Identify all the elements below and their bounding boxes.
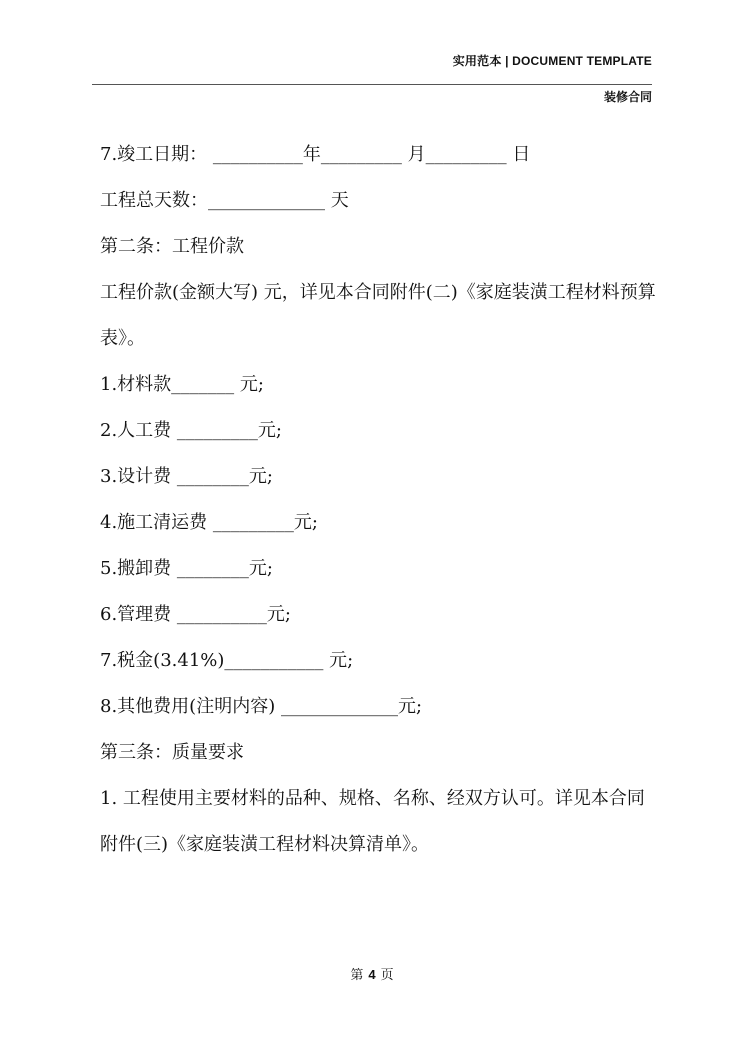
total-days-line: 工程总天数：_____________ 天 [100,190,349,211]
article-two-heading: 第二条：工程价款 [100,236,244,257]
moving-fee-line: 5.搬卸费 ________元; [100,558,273,579]
page-number: 4 [368,967,376,982]
page-footer [0,964,744,983]
material-cost-line: 1.材料款_______ 元; [100,374,264,395]
tax-line: 7.税金(3.41%)___________ 元; [100,650,354,671]
article-three-heading: 第三条：质量要求 [100,742,244,763]
header-title: 实用范本 | DOCUMENT TEMPLATE [452,54,652,68]
header-subtitle: 装修合同 [603,90,652,104]
header-divider [92,84,652,85]
other-fees-line: 8.其他费用(注明内容) _____________元; [100,696,423,717]
design-fee-line: 3.设计费 ________元; [100,466,273,487]
footer-suffix: 页 [380,968,394,983]
management-fee-line: 6.管理费 __________元; [100,604,291,625]
price-paragraph: 工程价款(金额大写) 元，详见本合同附件(二)《家庭装潢工程材料预算表》。 [100,282,656,349]
document-body [100,140,660,876]
cleanup-fee-line: 4.施工清运费 _________元; [100,512,318,533]
footer-prefix: 第 [350,968,364,983]
completion-date-line: 7.竣工日期： __________年_________ 月_________ 日 [100,144,531,165]
materials-paragraph: 1. 工程使用主要材料的品种、规格、名称、经双方认可。详见本合同附件(三)《家庭装潢工程材料决算清单》。 [100,788,645,855]
labor-cost-line: 2.人工费 _________元; [100,420,282,441]
